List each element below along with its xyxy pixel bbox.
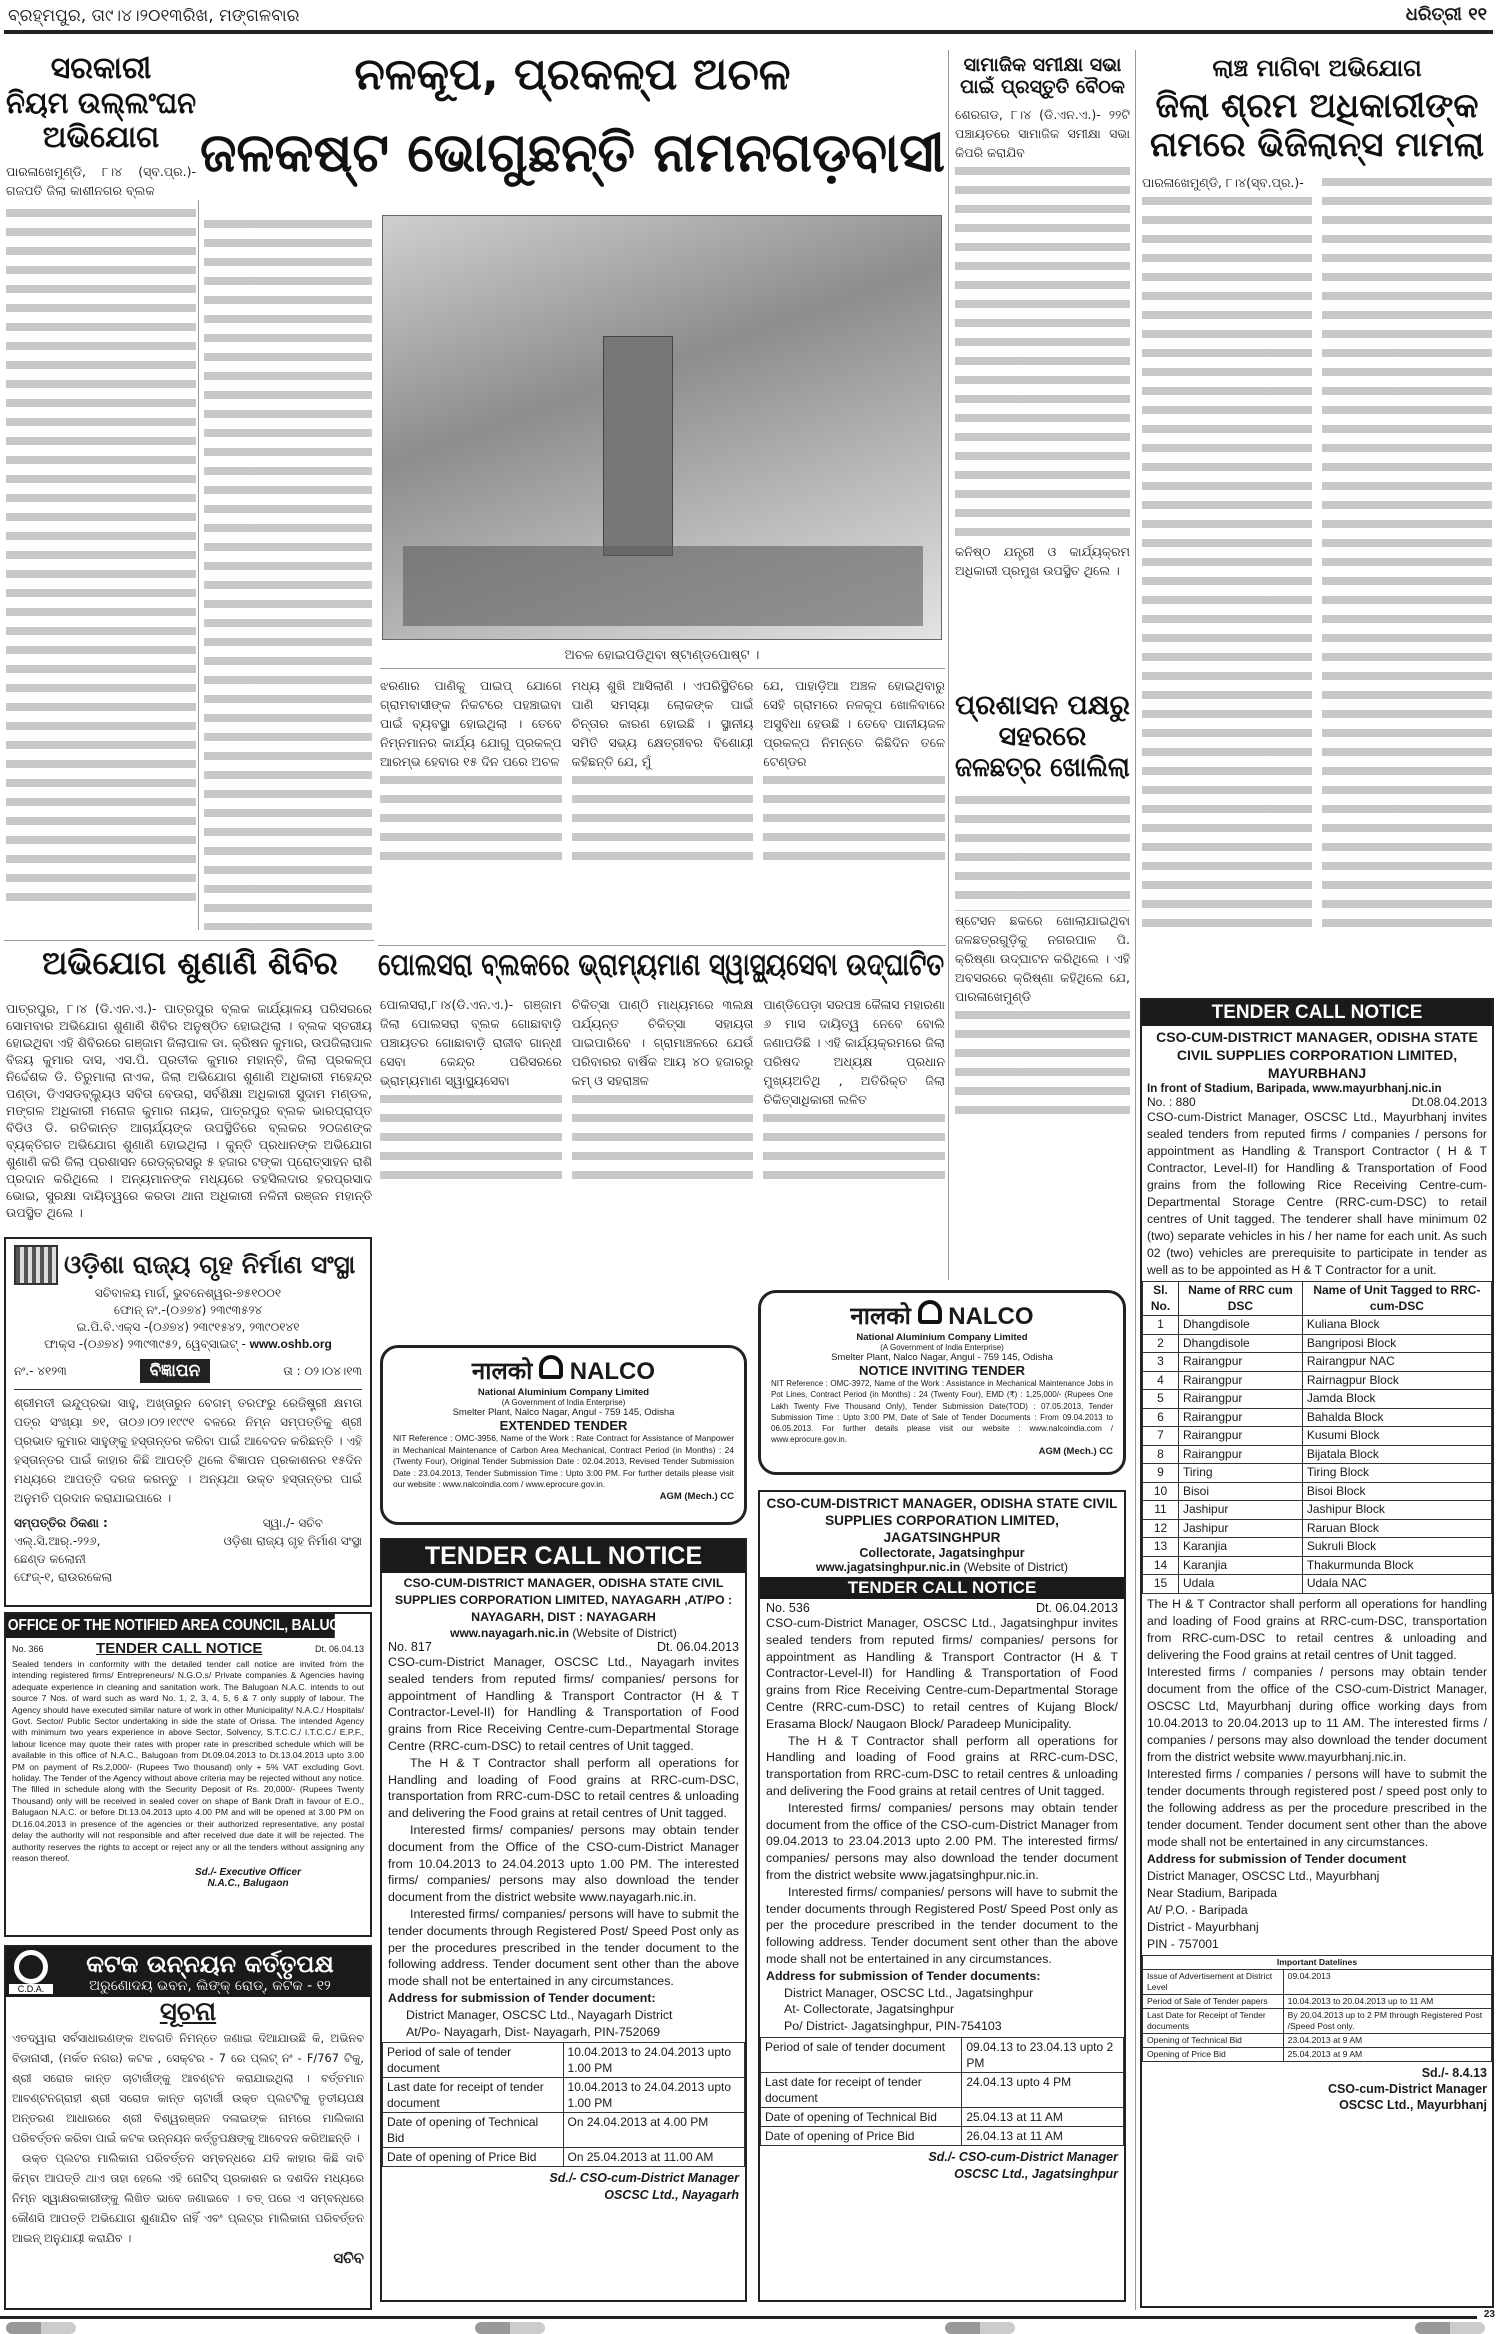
date-row-cell: Period of Sale of Tender papers [1143, 1994, 1284, 2008]
nalco-brand: NALCO [569, 1358, 656, 1385]
signature-org: OSCSC Ltd., Jagatsinghpur [954, 2166, 1118, 2181]
headline-line: ଅଭିଯୋଗ [42, 120, 160, 155]
table-row-cell: 7 [1143, 1427, 1179, 1446]
date-row [761, 2037, 1124, 2072]
company-sub: (A Government of India Enterprise) [880, 1343, 1004, 1352]
table-row-cell: Udala [1179, 1575, 1303, 1594]
oshb-epbx: ଇ.ପି.ବି.ଏକ୍ସ -(୦୬୭୪) ୨୩୯୧୫୪୨, ୨୩୯୦୧୪୧ [76, 1320, 300, 1334]
table-row-cell: Rairangpur [1179, 1371, 1303, 1390]
notice-bar: TENDER CALL NOTICE [760, 1577, 1124, 1599]
date-row-cell: Date of opening of Technical Bid [761, 2107, 962, 2126]
article-text-block [1322, 173, 1492, 933]
table-row-cell: Tiring [1179, 1464, 1303, 1483]
date-row-cell: Issue of Advertisement at District Level [1143, 1969, 1284, 1994]
address-line: District - Mayurbhanj [1147, 1919, 1259, 1934]
table-row-cell: 6 [1143, 1408, 1179, 1427]
datelines-title: Important Datelines [1143, 1955, 1492, 1969]
balugaon-tender-notice [4, 1612, 372, 1937]
table-row-cell: 11 [1143, 1501, 1179, 1520]
registration-mark [945, 2322, 1015, 2334]
nalco-logo-icon [918, 1300, 942, 1324]
table-row-cell: Sukruli Block [1302, 1538, 1491, 1557]
website-note: (Website of District) [963, 1560, 1069, 1574]
oshb-fax: ଫାକ୍ସ -(୦୬୭୪) ୨୩୯୩୯୫୨, ୱେବ୍‌ସାଇଟ୍ - [44, 1337, 246, 1351]
notice-para: CSO-cum-District Manager, OSCSC Ltd., Nayagarh invites sealed tenders from reputed firms/ companies/ persons for appointment of Handling & Transport Contractor (H & T Contractor-Level-II) for Handling & Transportation of Food grains from Rice Receiving Centre-cum-Departmental Storage Centre (RRC-cum-DSC) to retail centres of Unit tagged. [388, 1655, 739, 1753]
address-title: Address for submission of Tender document: [388, 1990, 656, 2005]
table-row-cell: Jamda Block [1302, 1390, 1491, 1409]
nalco-hindi-logo: नालको [471, 1358, 533, 1385]
oshb-title: ଓଡ଼ିଶା ରାଜ୍ୟ ଗୃହ ନିର୍ମାଣ ସଂସ୍ଥା [64, 1250, 356, 1279]
divider [380, 668, 945, 669]
main-body [380, 676, 945, 871]
registration-mark [6, 2322, 76, 2334]
table-row-cell: 10 [1143, 1482, 1179, 1501]
polasara-body-col: ପାଣ୍ଡିପେଡ଼ା ସରପଞ୍ଚ କୈଳାସ ମହାରଣା ୬ ମାସ ଦାୟିତ୍ୱ ନେବେ ବୋଲି ଜଣାପଡିଛି । ଏହି କାର୍ଯ୍ୟକ୍ରମରେ ଜିଲା ପରିଷଦ ଅଧ୍ୟକ୍ଷ ପ୍ରଧାନ ମୁଖ୍ୟଅତିଥି , ଅତିରିକ୍ତ ଜିଲା ଚିକିତ୍ସାଧିକାରୀ ଲଳିତ [763, 997, 946, 1107]
table-row [1143, 1353, 1492, 1372]
oshb-address: ସଚିବାଳୟ ମାର୍ଗ, ଭୁବନେଶ୍ୱର-୭୫୧୦୦୧ [94, 1286, 282, 1300]
date-row-cell: 10.04.2013 to 24.04.2013 upto 1.00 PM [563, 2043, 744, 2078]
table-row-cell: Jashipur [1179, 1501, 1303, 1520]
main-headline: ଜଳକଷ୍ଟ ଭୋଗୁଛନ୍ତି ନାମନଗଡ଼ବାସୀ [200, 121, 945, 184]
notice-label: ସୂଚନା [159, 1997, 217, 2027]
masthead [1406, 4, 1487, 25]
signature-org: ଓଡ଼ିଶା ରାଜ୍ୟ ଗୃହ ନିର୍ମାଣ ସଂସ୍ଥା [223, 1534, 362, 1548]
table-row-cell: Rairangpur NAC [1302, 1353, 1491, 1372]
table-row [1143, 1575, 1492, 1594]
headline-line: ପ୍ରଶାସନ ପକ୍ଷରୁ [955, 690, 1130, 721]
address-line: At- Collectorate, Jagatsinghpur [784, 2002, 955, 2017]
oshb-advertisement [4, 1237, 372, 1607]
date-row-cell: 25.04.13 at 11 AM [962, 2107, 1124, 2126]
table-row [1143, 1464, 1492, 1483]
oshb-phone: ଫୋନ୍ ନଂ.-(୦୬୭୪) ୨୩୯୩୫୨୪ [113, 1303, 263, 1317]
oshb-logo-icon [14, 1245, 58, 1285]
date-row [761, 2107, 1124, 2126]
table-row-cell: Rairangpur [1179, 1445, 1303, 1464]
nalco-extended-tender [380, 1345, 747, 1525]
date-row-cell: Last Date for Receipt of Tender documents [1143, 2008, 1284, 2033]
notice-date: Dt.08.04.2013 [1411, 1095, 1487, 1109]
date-row [1143, 2008, 1492, 2033]
article-text-block [380, 771, 562, 871]
photo-caption: ଅଚଳ ହୋଇପଡିଥିବା ଷ୍ଟାଣ୍ଡପୋଷ୍ଟ । [564, 648, 760, 663]
address-line: At/Po- Nayagarh, Dist- Nayagarh, PIN-752069 [406, 2024, 661, 2039]
dates-table [382, 2042, 745, 2167]
table-row-cell: 8 [1143, 1445, 1179, 1464]
paper-name: ଧରିତ୍ରୀ [1405, 4, 1462, 25]
notice-number: No. 366 [12, 1643, 44, 1654]
notice-para: Interested firms/ companies/ persons will have to submit the tender documents through Registered Post/ Speed Post only as per the procedures prescribed in the tender document to the following address. Tender document sent other than the above mode shall not be entertained in any circumstances. [388, 1906, 739, 1989]
date-row-cell: Date of opening of Price Bid [383, 2148, 564, 2167]
table-row-cell: 1 [1143, 1316, 1179, 1335]
date-row [383, 2078, 745, 2113]
article-water-booth [955, 690, 1130, 1116]
nayagarh-tender-notice [380, 1538, 747, 2302]
table-row-cell: 13 [1143, 1538, 1179, 1557]
notice-para: Interested firms/ companies/ persons may obtain tender document from the office of the CSO-cum-District Manager from 09.04.2013 to 23.04.2013 upto 2.00 PM. The interested firms/ companies/ persons may also download the tender document from the district website www.jagatsinghpur.nic.in. [766, 1800, 1118, 1882]
signature: Sd./- Executive Officer [195, 1867, 301, 1879]
notice-para: Interested firms/ companies/ persons may obtain tender document from the Office of the CSO-cum-District Manager from 10.04.2013 to 24.04.2013 upto 1.00 PM. The interested firms/ companies/ persons may also download the tender document from the district website www.nayagarh.nic.in. [388, 1822, 739, 1905]
table-row-cell: Rairangpur [1179, 1427, 1303, 1446]
table-row-cell: Thakurmunda Block [1302, 1556, 1491, 1575]
tender-body: NIT Reference : OMC-3956, Name of the Work : Rate Contract for Assistance of Manpower in Mechanical Maintenance of Carbon Area Mechanical, Contract Period (in Months) : 24 (Twenty Four), Original Tender Submission Date : 02.04.2013, Revised Tender Submission Date : 23.04.2013, Tender Submission Time : Upto 3:00 PM. For further details please visit our website : www.nalcoindia.com / www.eprocure.gov.in. [393, 1433, 734, 1489]
notice-number: No. : 880 [1147, 1095, 1196, 1109]
address-line: District Manager, OSCSC Ltd., Nayagarh District [406, 2007, 673, 2022]
date-row-cell: 09.04.13 to 23.04.13 upto 2 PM [962, 2037, 1124, 2072]
notice-para: Interested firms / companies / persons may obtain tender document from the office of the CSO-cum-District Manager, OSCSC Ltd, Mayurbhanj during office working days from 10.04.2013 to 20.04.2013 up to 11 AM. The interested firms / companies / persons may also download the tender document from the district website www.mayurbhanj.nic.in. [1147, 1664, 1487, 1764]
notice-body: ଏତଦ୍ୱାରା ସର୍ବସାଧାରଣଙ୍କ ଅବଗତି ନିମନ୍ତେ ଜଣାଇ ଦିଆଯାଉଛି କି, ଅଭିନବ ବିଡାନାସୀ, (ମର୍କତ ନଗର) କଟକ , ସେକ୍ଟର - 7 ରେ ପ୍ଲଟ୍ ନଂ - F/767 ଟିକୁ, ଶ୍ରୀ ସରୋଜ କାନ୍ତ ଚାଟାର୍ଜୀଙ୍କୁ ଆବଣ୍ଟନ କରାଯାଇଥିଲା । ବର୍ତ୍ତମାନ ଆବଣ୍ଟନଗ୍ରାହୀ ଶ୍ରୀ ସରୋଜ କାନ୍ତ ଚାଟାର୍ଜୀ ଉକ୍ତ ପ୍ଲଟଟିକୁ ତୃତୀୟପକ୍ଷ ଅନ୍ତରଣ ଆଧାରରେ ଶ୍ରୀ ବିଶ୍ୱରଞ୍ଜନ ଦଳାଇଙ୍କ ନାମରେ ମାଲିକାନା ପରିବର୍ତ୍ତନ କରିବା ପାଇଁ କଟକ ଉନ୍ନୟନ କର୍ତ୍ତୃପକ୍ଷଙ୍କୁ ଆବେଦନ କରିଅଛନ୍ତି । [12, 2031, 364, 2145]
company-sub: (A Government of India Enterprise) [501, 1398, 626, 1407]
jagatsinghpur-tender-notice [758, 1490, 1126, 2302]
article-text-block [204, 215, 372, 930]
article-body: ପାରଳାଖେମୁଣ୍ଡି, ୮।୪ (ସ୍ବ.ପ୍ର.)- ଗଜପତି ଜିଲା କାଶୀନଗର ବ୍ଲକ [6, 163, 196, 198]
table-row-cell: 4 [1143, 1371, 1179, 1390]
company-name: National Aluminium Company Limited [477, 1387, 650, 1398]
address-line: District Manager, OSCSC Ltd., Mayurbhanj [1147, 1868, 1380, 1883]
table-row-cell: Rairangpur [1179, 1353, 1303, 1372]
article-body: ପାରଳାଖେମୁଣ୍ଡି, ୮।୪(ସ୍ବ.ପ୍ର.)- [1142, 174, 1304, 190]
signature: ସ୍ୱା./- ସଚିବ [262, 1516, 323, 1530]
page-number: ୧୧ [1468, 4, 1487, 25]
article-text-block [572, 771, 754, 871]
notice-date: Dt. 06.04.13 [314, 1643, 364, 1654]
signature: Sd./- CSO-cum-District Manager [549, 2171, 739, 2186]
polasara-body-col: ଚିକିତ୍ସା ପାଣ୍ଠି ମାଧ୍ୟମରେ ୩ଲକ୍ଷ ପର୍ଯ୍ୟନ୍ତ ଚିକିତ୍ସା ସହାୟତା ପାଇପାରିବେ । ଗ୍ରାମାଞ୍ଚଳରେ ଯେଉଁ ପରିବାରର ବାର୍ଷିକ ଆୟ ୪୦ ହଜାରରୁ କମ୍ ଓ ସହରାଞ୍ଚଳ [571, 997, 754, 1088]
address-line: ଫେଜ୍-୧, ରାଉରକେଲା [14, 1570, 113, 1584]
plant-address: Smelter Plant, Nalco Nagar, Angul - 759 145, Odisha [831, 1352, 1053, 1363]
website-link[interactable]: www.nayagarh.nic.in [450, 1626, 570, 1640]
notice-label: ବିଜ୍ଞାପନ [140, 1359, 211, 1383]
column-header: Sl. No. [1143, 1282, 1179, 1316]
date-row-cell: 26.04.13 at 11 AM [962, 2126, 1124, 2145]
headline-line: ନାମରେ ଭିଜିଲାନ୍ସ ମାମଲା [1149, 124, 1485, 165]
rrc-unit-table [1142, 1281, 1492, 1594]
table-row-cell: 3 [1143, 1353, 1179, 1372]
polasara-body [380, 995, 945, 1190]
table-row-cell: Jashipur [1179, 1519, 1303, 1538]
date-row-cell: On 24.04.2013 at 4.00 PM [563, 2113, 744, 2148]
headline-line: ଜଳଛତ୍ର ଖୋଲିଲା [955, 752, 1130, 784]
table-row [1143, 1556, 1492, 1575]
property-address-label: ସମ୍ପତ୍ତିର ଠିକଣା : [14, 1516, 108, 1530]
oshb-body: ଶ୍ରୀମତୀ ଇନ୍ଦୁପ୍ରଭା ସାହୁ, ଅଖ୍‌ତାରୁନ ବେଗମ୍ ତରଫରୁ ରେଜିଷ୍ଟ୍ରୀ କ୍ଷମତା ପତ୍ର ସଂଖ୍ୟା ୭୧, ତା୦୬।୦୨।୧୯୯୧ ବଳରେ ନିମ୍ନ ସମ୍ପତ୍ତିକୁ ଶ୍ରୀ ପ୍ରଭାତ କୁମାର ସାହୁଙ୍କୁ ହସ୍ତାନ୍ତର କରିବା ପାଇଁ ଆବେଦନ କରିଛନ୍ତି । ଏହି ହସ୍ତାନ୍ତର ପାଇଁ କାହାର କିଛି ଆପତ୍ତି ଥିଲେ ବିଜ୍ଞାପନ ପ୍ରକାଶନର ୧୫ଦିନ ମଧ୍ୟରେ ଆପତ୍ତି ଦରଜ କରନ୍ତୁ । ଅନ୍ୟଥା ଉକ୍ତ ହସ୍ତାନ୍ତର ପାଇଁ ଅନୁମତି ପ୍ରଦାନ କରାଯାଇପାରେ । [14, 1389, 362, 1508]
footer-page-number: 23 [1483, 2309, 1495, 2320]
date-row-cell: 23.04.2013 at 9 AM [1283, 2033, 1491, 2047]
nalco-notice-inviting-tender [758, 1290, 1126, 1475]
article-text-block [763, 771, 945, 871]
org-name: CSO-CUM-DISTRICT MANAGER, ODISHA STATE CIVIL SUPPLIES CORPORATION LIMITED, JAGATSINGHPUR [766, 1496, 1118, 1545]
date-row-cell: 24.04.13 upto 4 PM [962, 2072, 1124, 2107]
notice-body: Sealed tenders in conformity with the detailed tender call notice are invited from the intending registered firms/ Entrepreneurs/ N.G.O.s/ Private companies & Agencies having adequate experience in cleaning and sanitation work. The Balugoan N.A.C. intends to out source 7 Nos. of ward such as ward No. 1, 2, 3, 4, 5, 6 & 7 only supply of labour. The Agency should have executed similar nature of work in other Municipality/ N.A.C./ Hospitals/ Govt. Sector/ Public Sector undertaking in side the state of Orissa. The intended Agency with minimum two years experience in above Sector, Solvency, S.T.C.C./ I.T.C.C./ E.P.F., labour licence may quote their rates with proper rate in prescribed schedule which will be available in this office of N.A.C., Balugoan from Dt.09.04.2013 to Dt.13.04.2013 upto 3.00 PM on payment of Rs.2,000/- (Rupees Two thousand) only + 5% VAT excluding Govt. holiday. The Tender of the Agency without above criteria may be rejected without any notice. The filled in schedule along with the Security Deposit of Rs. 20,000/- (Rupees Twenty Thousand) only will be received in sealed cover on shape of Bank Draft in favour of E.O., Balugaon N.A.C. or before Dt.13.04.2013 upto 4.00 PM and will be opened at 3.00 PM on Dt.16.04.2013 in presence of the agencies or their authorized representative, any postal delay the authority will not responsible and after received due date it will be rejected. The authority reserves the rights to accept or reject any or all the tenders without assigning any reason thereof. [12, 1659, 364, 1863]
article-text-block [955, 791, 1130, 911]
article-rule-violation [6, 52, 196, 904]
article-text-block [380, 1090, 562, 1190]
column-divider [948, 50, 949, 1280]
polasara-body-col: ପୋଲସରା,୮।୪(ଡି.ଏନ.ଏ.)- ଗଞ୍ଜାମ ଜିଲା ପୋଲସରା ବ୍ଲକ ଗୋଛାବାଡ଼ି ପଞ୍ଚାୟତର ଗୋଛାବାଡ଼ି ରାଜୀବ ଗାନ୍ଧୀ ସେବା କେନ୍ଦ୍ର ପରିସରରେ ଭ୍ରାମ୍ୟମାଣ ସ୍ୱାସ୍ଥ୍ୟସେବା [380, 997, 562, 1088]
address-line: PIN - 757001 [1147, 1936, 1219, 1951]
headline [6, 52, 196, 156]
oshb-website-link[interactable]: www.oshb.org [249, 1337, 332, 1351]
notice-bar: TENDER CALL NOTICE [382, 1540, 745, 1573]
table-row-cell: 12 [1143, 1519, 1179, 1538]
signature: AGM (Mech.) CC [1038, 1445, 1113, 1457]
main-body-col: ମଧ୍ୟ ଶୁଖି ଆସିଲାଣି । ଏପରିସ୍ଥିତିରେ ପାଣି ସମସ୍ୟା ଲୋକଙ୍କ ପାଇଁ ଚିନ୍ତାର କାରଣ ହୋଇଛି । ସ୍ଥାନୀୟ ସମିତି ସଭ୍ୟ କ୍ଷେତ୍ରୀବର ବିଶୋୟୀ କହିଛନ୍ତି ଯେ, ମୁଁ [571, 678, 754, 769]
nalco-hindi-logo: नालको [850, 1303, 911, 1330]
notice-bar: TENDER CALL NOTICE [1142, 1000, 1492, 1026]
date-row-cell: Date of opening of Technical Bid [383, 2113, 564, 2148]
notice-date: ତା : ୦୨।୦୪।୧୩ [283, 1363, 362, 1378]
article-text-block [763, 1109, 945, 1189]
article-text-block [955, 1006, 1130, 1116]
main-body-col: ଝରଣାର ପାଣିକୁ ପାଇପ୍ ଯୋଗେ ଗ୍ରାମବାସୀଙ୍କ ନିକଟରେ ପହଞ୍ଚାଇବା ପାଇଁ ବ୍ୟବସ୍ଥା ହୋଇଥିଲା । ତେବେ ନିମ୍ନମାନର କାର୍ଯ୍ୟ ଯୋଗୁ ପ୍ରକଳ୍ପ ଆରମ୍ଭ ହେବାର ୧୫ ଦିନ ପରେ ଅଚଳ [380, 678, 562, 769]
table-row-cell: 15 [1143, 1575, 1179, 1594]
date-row [383, 2043, 745, 2078]
signature-org: OSCSC Ltd., Nayagarh [604, 2188, 739, 2203]
article-body-end: କନିଷ୍ଠ ଯନ୍ତ୍ରୀ ଓ କାର୍ଯ୍ୟକ୍ରମ ଅଧିକାରୀ ପ୍ରମୁଖ ଉପସ୍ଥିତ ଥିଲେ । [955, 543, 1130, 578]
signature-org: N.A.C., Balugaon [207, 1878, 289, 1890]
table-row-cell: Dhangdisole [1179, 1334, 1303, 1353]
notice-para: CSO-cum-District Manager, OSCSC Ltd., Mayurbhanj invites sealed tenders from reputed firms / companies / persons for appointment as Handling & Transport Contractor ( H & T Contractor, Level-II) for Handling & Transportation of Food grains from the following Rice Receiving Centre-cum-Departmental Storage Centre (RRC-cum-DSC) to retail centres of Unit tagged. The tenderer shall have minimum 02 (two) separate vehicles in his / her name for each unit. As such 02 (two) vehicles are prerequisite to participate in tender as well as to be appointed as H & T Contractor for a unit. [1147, 1110, 1487, 1277]
column-header: Name of Unit Tagged to RRC-cum-DSC [1302, 1282, 1491, 1316]
table-row [1143, 1427, 1492, 1446]
headline-line: ସାମାଜିକ ସମୀକ୍ଷା ସଭା [963, 54, 1122, 76]
website-link[interactable]: www.jagatsinghpur.nic.in [815, 1560, 961, 1574]
org-name: CSO-CUM-DISTRICT MANAGER, ODISHA STATE CIVIL SUPPLIES CORPORATION LIMITED, MAYURBHANJ [1156, 1029, 1478, 1081]
cda-logo-icon [14, 1950, 48, 1984]
notice-number: No. 817 [388, 1640, 432, 1654]
cda-title: କଟକ ଉନ୍ନୟନ କର୍ତ୍ତୃପକ୍ଷ [86, 1950, 334, 1978]
date-row-cell: 25.04.2013 at 9 AM [1283, 2047, 1491, 2061]
address-title: Address for submission of Tender document [1147, 1851, 1407, 1866]
table-row-cell: Bahalda Block [1302, 1408, 1491, 1427]
table-row [1143, 1519, 1492, 1538]
cda-notice [4, 1945, 372, 2310]
table-row-cell: 2 [1143, 1334, 1179, 1353]
table-row-cell: Karanjia [1179, 1556, 1303, 1575]
org-address: In front of Stadium, Baripada, www.mayurbhanj.nic.in [1147, 1082, 1442, 1095]
notice-number: No. 536 [766, 1601, 810, 1615]
table-row [1143, 1482, 1492, 1501]
date-row [383, 2113, 745, 2148]
ground-shadow [403, 546, 923, 626]
datelines-table [1142, 1955, 1492, 2062]
date-row [761, 2072, 1124, 2107]
date-row-cell: 10.04.2013 to 20.04.2013 up to 11 AM [1283, 1994, 1491, 2008]
kicker: ଲାଞ୍ଚ ମାଗିବା ଅଭିଯୋଗ [1212, 54, 1422, 82]
date-row-cell: Last date for receipt of tender document [383, 2078, 564, 2113]
notice-para: CSO-cum-District Manager, OSCSC Ltd., Jagatsinghpur invites sealed tenders from reputed firms/ companies/ persons for appointment as Handling & Transport Contractor (H & T Contractor-Level-II) for Handling & Transportation of Food grains from Rice Receiving Centre-cum-Departmental Storage Centre (RRC-cum-DSC) to retail centres of Kujang Block/ Erasama Block/ Naugaon Block/ Paradeep Municipality. [766, 1616, 1118, 1731]
table-row-cell: Raruan Block [1302, 1519, 1491, 1538]
table-row [1143, 1538, 1492, 1557]
cda-logo [9, 1950, 53, 1994]
headline-line: ନିୟମ ଉଲ୍ଲଂଘନ [6, 85, 197, 121]
notice-para: Interested firms / companies / persons will have to submit the tender documents through registered post / speed post only to the following address as per the procedure prescribed in the tender document. Tender document sent other than the above mode shall not be entertained in any circumstances. [1147, 1766, 1487, 1849]
table-row-cell: Rairangpur [1179, 1408, 1303, 1427]
headline-line: ସରକାରୀ [50, 51, 152, 86]
table-row-cell: Rairangpur [1179, 1390, 1303, 1409]
notice-date: Dt. 06.04.2013 [656, 1640, 739, 1654]
org-name: CSO-CUM-DISTRICT MANAGER, ODISHA STATE CIVIL SUPPLIES CORPORATION LIMITED, NAYAGARH ,AT/PO : NAYAGARH, DIST : NAYAGARH [394, 1576, 733, 1624]
company-name: National Aluminium Company Limited [856, 1332, 1028, 1343]
office-title: OFFICE OF THE NOTIFIED AREA COUNCIL, BALUGAON [6, 1614, 335, 1638]
header-rule [4, 30, 1493, 34]
polasara-headline: ପୋଲସରା ବ୍ଲକରେ ଭ୍ରାମ୍ୟମାଣ ସ୍ୱାସ୍ଥ୍ୟସେବା ଉଦ୍‌ଘାଟିତ [378, 947, 945, 983]
article-social-audit [955, 55, 1130, 580]
date-row-cell: 09.04.2013 [1283, 1969, 1491, 1994]
table-row-cell: Bisoi Block [1302, 1482, 1491, 1501]
table-row [1143, 1390, 1492, 1409]
signature: Sd./- 8.4.13 [1421, 2065, 1487, 2080]
date-row-cell: On 25.04.2013 at 11.00 AM [563, 2148, 744, 2167]
table-row [1143, 1445, 1492, 1464]
address-line: At/ P.O. - Baripada [1147, 1902, 1248, 1917]
notice-para: The H & T Contractor shall perform all operations for handling and loading of Food grains at RRC-cum-DSC, transportation from RRC-cum-DSC to retail centres & unloading and delivering the Food grains at retail centres of Unit tagged. [1147, 1596, 1487, 1662]
registration-mark [1415, 2322, 1485, 2334]
nalco-logo-icon [539, 1355, 563, 1379]
table-row-cell: 5 [1143, 1390, 1179, 1409]
table-row-cell: 14 [1143, 1556, 1179, 1575]
divider [4, 940, 374, 941]
signature-org: OSCSC Ltd., Mayurbhanj [1339, 2097, 1487, 2112]
notice-body: ଉକ୍ତ ପ୍ଲଟର ମାଲିକାନା ପରିବର୍ତ୍ତନ ସମ୍ବନ୍ଧରେ ଯଦି କାହାର କିଛି ଦାବି କିମ୍ବା ଆପତ୍ତି ଥାଏ ତାହା ହେଲେ ଏହି ନୋଟିସ୍ ପ୍ରକାଶନ ର ଦଶଦିନ ମଧ୍ୟରେ ନିମ୍ନ ସ୍ୱାକ୍ଷରକାରୀଙ୍କୁ ଲିଖିତ ଭାବେ ଜଣାଇବେ । ତତ୍ ପରେ ଏ ସମ୍ବନ୍ଧରେ କୌଣସି ଆପତ୍ତି ଅଭିଯୋଗ ଶୁଣାଯିବ ନାହିଁ ଏବଂ ପ୍ଲଟ୍‌ର ମାଲିକାନା ପରିବର୍ତ୍ତନ ଆଇନ୍ ଅନୁଯାୟୀ କରାଯିବ । [12, 2151, 364, 2245]
registration-mark [475, 2322, 545, 2334]
article-text-block [6, 204, 196, 904]
mayurbhanj-tender-notice [1140, 998, 1494, 2308]
table-row-cell: Tiring Block [1302, 1464, 1491, 1483]
signature: AGM (Mech.) CC [659, 1490, 734, 1502]
article-text-block [572, 1090, 754, 1190]
website-note: (Website of District) [572, 1626, 677, 1640]
tender-title: NOTICE INVITING TENDER [858, 1363, 1026, 1378]
address-line: ଛେଣ୍ଡ କଲୋନୀ [14, 1552, 86, 1566]
address-line: Near Stadium, Baripada [1147, 1885, 1278, 1900]
date-row [1143, 1969, 1492, 1994]
date-row [761, 2126, 1124, 2145]
dates-table [760, 2037, 1124, 2146]
main-body-col: ଯେ, ପାହାଡ଼ିଆ ଅଞ୍ଚଳ ହୋଇଥିବାରୁ ସେହି ଗ୍ରାମରେ ନଳକୂପ ଖୋଳିବାରେ ଅସୁବିଧା ହେଉଛି । ତେବେ ପାନୀୟଜଳ ପ୍ରକଳ୍ପ ନିମନ୍ତେ କିଛିଦିନ ତଳେ ଟେଣ୍ଡର [763, 678, 946, 769]
tender-title: EXTENDED TENDER [499, 1418, 628, 1433]
notice-para: The H & T Contractor shall perform all operations for Handling and loading of Food grains at RRC-cum-DSC, transportation from RRC-cum-DSC to retail centres & unloading and delivering the Food grains at retail centres of Unit tagged. [766, 1733, 1118, 1798]
table-row [1143, 1334, 1492, 1353]
nalco-brand: NALCO [948, 1303, 1034, 1330]
table-row-cell: Kusumi Block [1302, 1427, 1491, 1446]
table-row-cell: Jashipur Block [1302, 1501, 1491, 1520]
cda-address: ଅରୁଣୋଦୟ ଭବନ, ଲିଙ୍କ୍ ରୋଡ୍, କଟକ - ୧୨ [89, 1978, 331, 1994]
table-row-cell: 9 [1143, 1464, 1179, 1483]
standpost-shape [603, 336, 673, 556]
date-row-cell: Opening of Technical Bid [1143, 2033, 1284, 2047]
address-title: Address for submission of Tender documents: [766, 1968, 1041, 1983]
article-text-block [1142, 192, 1312, 932]
headline-line: ଜିଲା ଶ୍ରମ ଅଧିକାରୀଙ୍କ [1155, 85, 1479, 126]
table-row-cell: Udala NAC [1302, 1575, 1491, 1594]
date-row-cell: 10.04.2013 to 24.04.2013 upto 1.00 PM [563, 2078, 744, 2113]
column-divider [198, 200, 199, 930]
notice-title: TENDER CALL NOTICE [96, 1640, 263, 1657]
plant-address: Smelter Plant, Nalco Nagar, Angul - 759 145, Odisha [452, 1407, 675, 1418]
table-row-cell: Dhangdisole [1179, 1316, 1303, 1335]
headline-line: ସହରରେ [998, 721, 1087, 753]
date-row [1143, 1994, 1492, 2008]
divider [378, 945, 946, 946]
table-row [1143, 1408, 1492, 1427]
table-row-cell: Bisoi [1179, 1482, 1303, 1501]
date-row-cell: Period of sale of tender document [761, 2037, 962, 2072]
column-divider [1135, 50, 1136, 2310]
grievance-headline: ଅଭିଯୋଗ ଶୁଣାଣି ଶିବିର [42, 944, 338, 982]
headline-line: ପାଇଁ ପ୍ରସ୍ତୁତି ବୈଠକ [960, 75, 1125, 98]
date-row [1143, 2033, 1492, 2047]
table-row [1143, 1316, 1492, 1335]
date-row-cell: By 20.04.2013 up to 2 PM through Registered Post /Speed Post only. [1283, 2008, 1491, 2033]
signature-title: CSO-cum-District Manager [1327, 2081, 1487, 2096]
main-kicker: ନଳକୂପ, ପ୍ରକଳ୍ପ ଅଚଳ [354, 49, 791, 100]
signature: ସଚିବ [333, 2249, 364, 2267]
table-row-cell: Bijatala Block [1302, 1445, 1491, 1464]
article-body: ଶେରଗଡ, ୮।୪ (ଡି.ଏନ.ଏ.)- ୨୨ଟି ପଞ୍ଚାୟତରେ ସାମାଜିକ ସମୀକ୍ଷା ସଭା କିପରି କରାଯିବ [955, 106, 1130, 160]
standpost-photo [382, 215, 942, 640]
article-text-block [955, 162, 1130, 542]
date-row [1143, 2047, 1492, 2061]
address-line: ଏଲ୍.ସି.ଆର୍.-୨୨୬, [14, 1534, 101, 1548]
date-row-cell: Period of sale of tender document [383, 2043, 564, 2078]
org-sub: Collectorate, Jagatsinghpur [859, 1546, 1025, 1560]
footer-rule [0, 2316, 1477, 2319]
notice-para: Interested firms/ companies/ persons will have to submit the tender documents through Registered Post/ Speed Post only as per the procedure prescribed in the tender document to the following address. Tender document sent other than the above mode shall not be entertained in any circumstances. [766, 1884, 1118, 1966]
table-row [1143, 1371, 1492, 1390]
table-row-cell: Kuliana Block [1302, 1316, 1491, 1335]
notice-number: ନଂ.- ୪୧୨୩ [14, 1363, 67, 1378]
table-row-cell: Bangriposi Block [1302, 1334, 1491, 1353]
cda-logo-text: C.D.A. [9, 1984, 53, 1994]
dateline: ବ୍ରହ୍ମପୁର, ତା୯।୪।୨୦୧୩ରିଖ, ମଙ୍ଗଳବାର [8, 6, 300, 26]
tender-body: NIT Reference : OMC-3972, Name of the Work : Assistance in Mechanical Maintenance Jobs in Pot Lines, Contract Period (in Months) : 24 (Twenty Four), EMD (₹) : 1,25,000/- (Rupees One Lakh Twenty Five Thousand Only), Tender Submission Date(TOD) : 07.05.2013, Tender Submission Time : Upto 3:00 PM, Date of Sale of Tender Documents : From 09.04.2013 to 06.05.2013. For further details please visit our website : www.nalcoindia.com / www.eprocure.gov.in. [771, 1379, 1113, 1445]
signature: Sd./- CSO-cum-District Manager [928, 2149, 1118, 2164]
table-row [1143, 1501, 1492, 1520]
table-row-cell: Rairnagpur Block [1302, 1371, 1491, 1390]
notice-date: Dt. 06.04.2013 [1035, 1601, 1118, 1615]
date-row-cell: Opening of Price Bid [1143, 2047, 1284, 2061]
address-line: Po/ District- Jagatsinghpur, PIN-754103 [784, 2019, 1002, 2034]
grievance-body: ପାତ୍ରପୁର, ୮।୪ (ଡି.ଏନ.ଏ.)- ପାତ୍ରପୁର ବ୍ଲକ କାର୍ଯ୍ୟାଳୟ ପରିସରରେ ସୋମବାର ଅଭିଯୋଗ ଶୁଣାଣି ଶିବିର ଅନୁଷ୍ଠିତ ହୋଇଥିଲା । ବ୍ଲକ ସ୍ତରୀୟ ହୋଇଥିବା ଏହି ଶିବିରରେ ଗଞ୍ଜାମ ଜିଲାପାଳ ଡା. କ୍ରିଷନ କୁମାର, ଉପଜିଲାପାଳ ବିଜୟ କୁମାର ଦାସ, ଏସ.ପି. ପ୍ରତୀକ କୁମାର ମହାନ୍ତି, ଜିଲା ପ୍ରକଳ୍ପ ନିର୍ଦ୍ଦେଶକ ଡି. ତିରୁମାଲା ନାଏକ, ଜିଲା ଅଭିଯୋଗ ଶୁଣାଣି ଅଧିକାରୀ ମହେନ୍ଦ୍ର ପଣ୍ଡା, ଡିଏସଡବ୍ଲ୍ୟୁଓ ସବିତା ବେଉରା, ସର୍ବଶିକ୍ଷା ଅଧିକାରୀ ସୁଦାମ ମଣ୍ଡଳ, ମଙ୍ଗଳ ଅଧିକାରୀ ମନୋଜ କୁମାର ନାୟକ, ପାତ୍ରପୁର ବ୍ଲକ ଭାରପ୍ରାପ୍ତ ବିଡିଓ ଡି. ରତିକାନ୍ତ ଆଚାର୍ଯ୍ୟଙ୍କ ଉପସ୍ଥିତିରେ ବ୍ଲକର ୨୦ଜଣଙ୍କ ବ୍ୟକ୍ତିଗତ ଅଭିଯୋଗ ଶୁଣାଣି ହୋଇଥିଲା । କୁନ୍ତି ପ୍ରଧାନଙ୍କ ଅଭିଯୋଗ ଶୁଣାଣି କରି ଜିଲା ପ୍ରଶାସନ ରେଡ୍‌କ୍ରସରୁ ୫ ହଜାର ଟଙ୍କା ପ୍ରୋତ୍ସାହନ ରାଶି ପ୍ରଦାନ କରିଥିଲେ । ଅନ୍ୟମାନଙ୍କ ମଧ୍ୟରେ ତହସିଲଦାର ହରପ୍ରସାଦ ଭୋଇ, ସୁରକ୍ଷା ଦାୟିତ୍ୱରେ କରଡା ଥାନା ଅଧିକାରୀ ନଳିନୀ ରଞ୍ଜନ ମହାନ୍ତି ଉପସ୍ଥିତ ଥିଲେ । [6, 1001, 372, 1220]
date-row-cell: Date of opening of Price Bid [761, 2126, 962, 2145]
date-row-cell: Last date for receipt of tender document [761, 2072, 962, 2107]
address-line: District Manager, OSCSC Ltd., Jagatsinghpur [784, 1985, 1034, 2000]
article-vigilance [1142, 55, 1492, 933]
notice-para: The H & T Contractor shall perform all operations for Handling and loading of Food grains at RRC-cum-DSC, transportation from RRC-cum-DSC to retail centres & unloading and delivering the Food grains at retail centres of Unit tagged. [388, 1755, 739, 1821]
table-row-cell: Karanjia [1179, 1538, 1303, 1557]
date-row [383, 2148, 745, 2167]
column-header: Name of RRC cum DSC [1179, 1282, 1303, 1316]
article-body: ଷ୍ଟେସନ ଛକରେ ଖୋଲାଯାଇଥିବା ଜଳଛତ୍ରଗୁଡ଼ିକୁ ନଗରପାଳ ପି. କ୍ରିଷ୍ଣା ଉଦ୍‌ଘାଟନ କରିଥିଲେ । ଏହି ଅବସରରେ କ୍ରିଷ୍ଣା କହିଥିଲେ ଯେ, ପାରଳାଖେମୁଣ୍ଡି [955, 913, 1130, 1005]
